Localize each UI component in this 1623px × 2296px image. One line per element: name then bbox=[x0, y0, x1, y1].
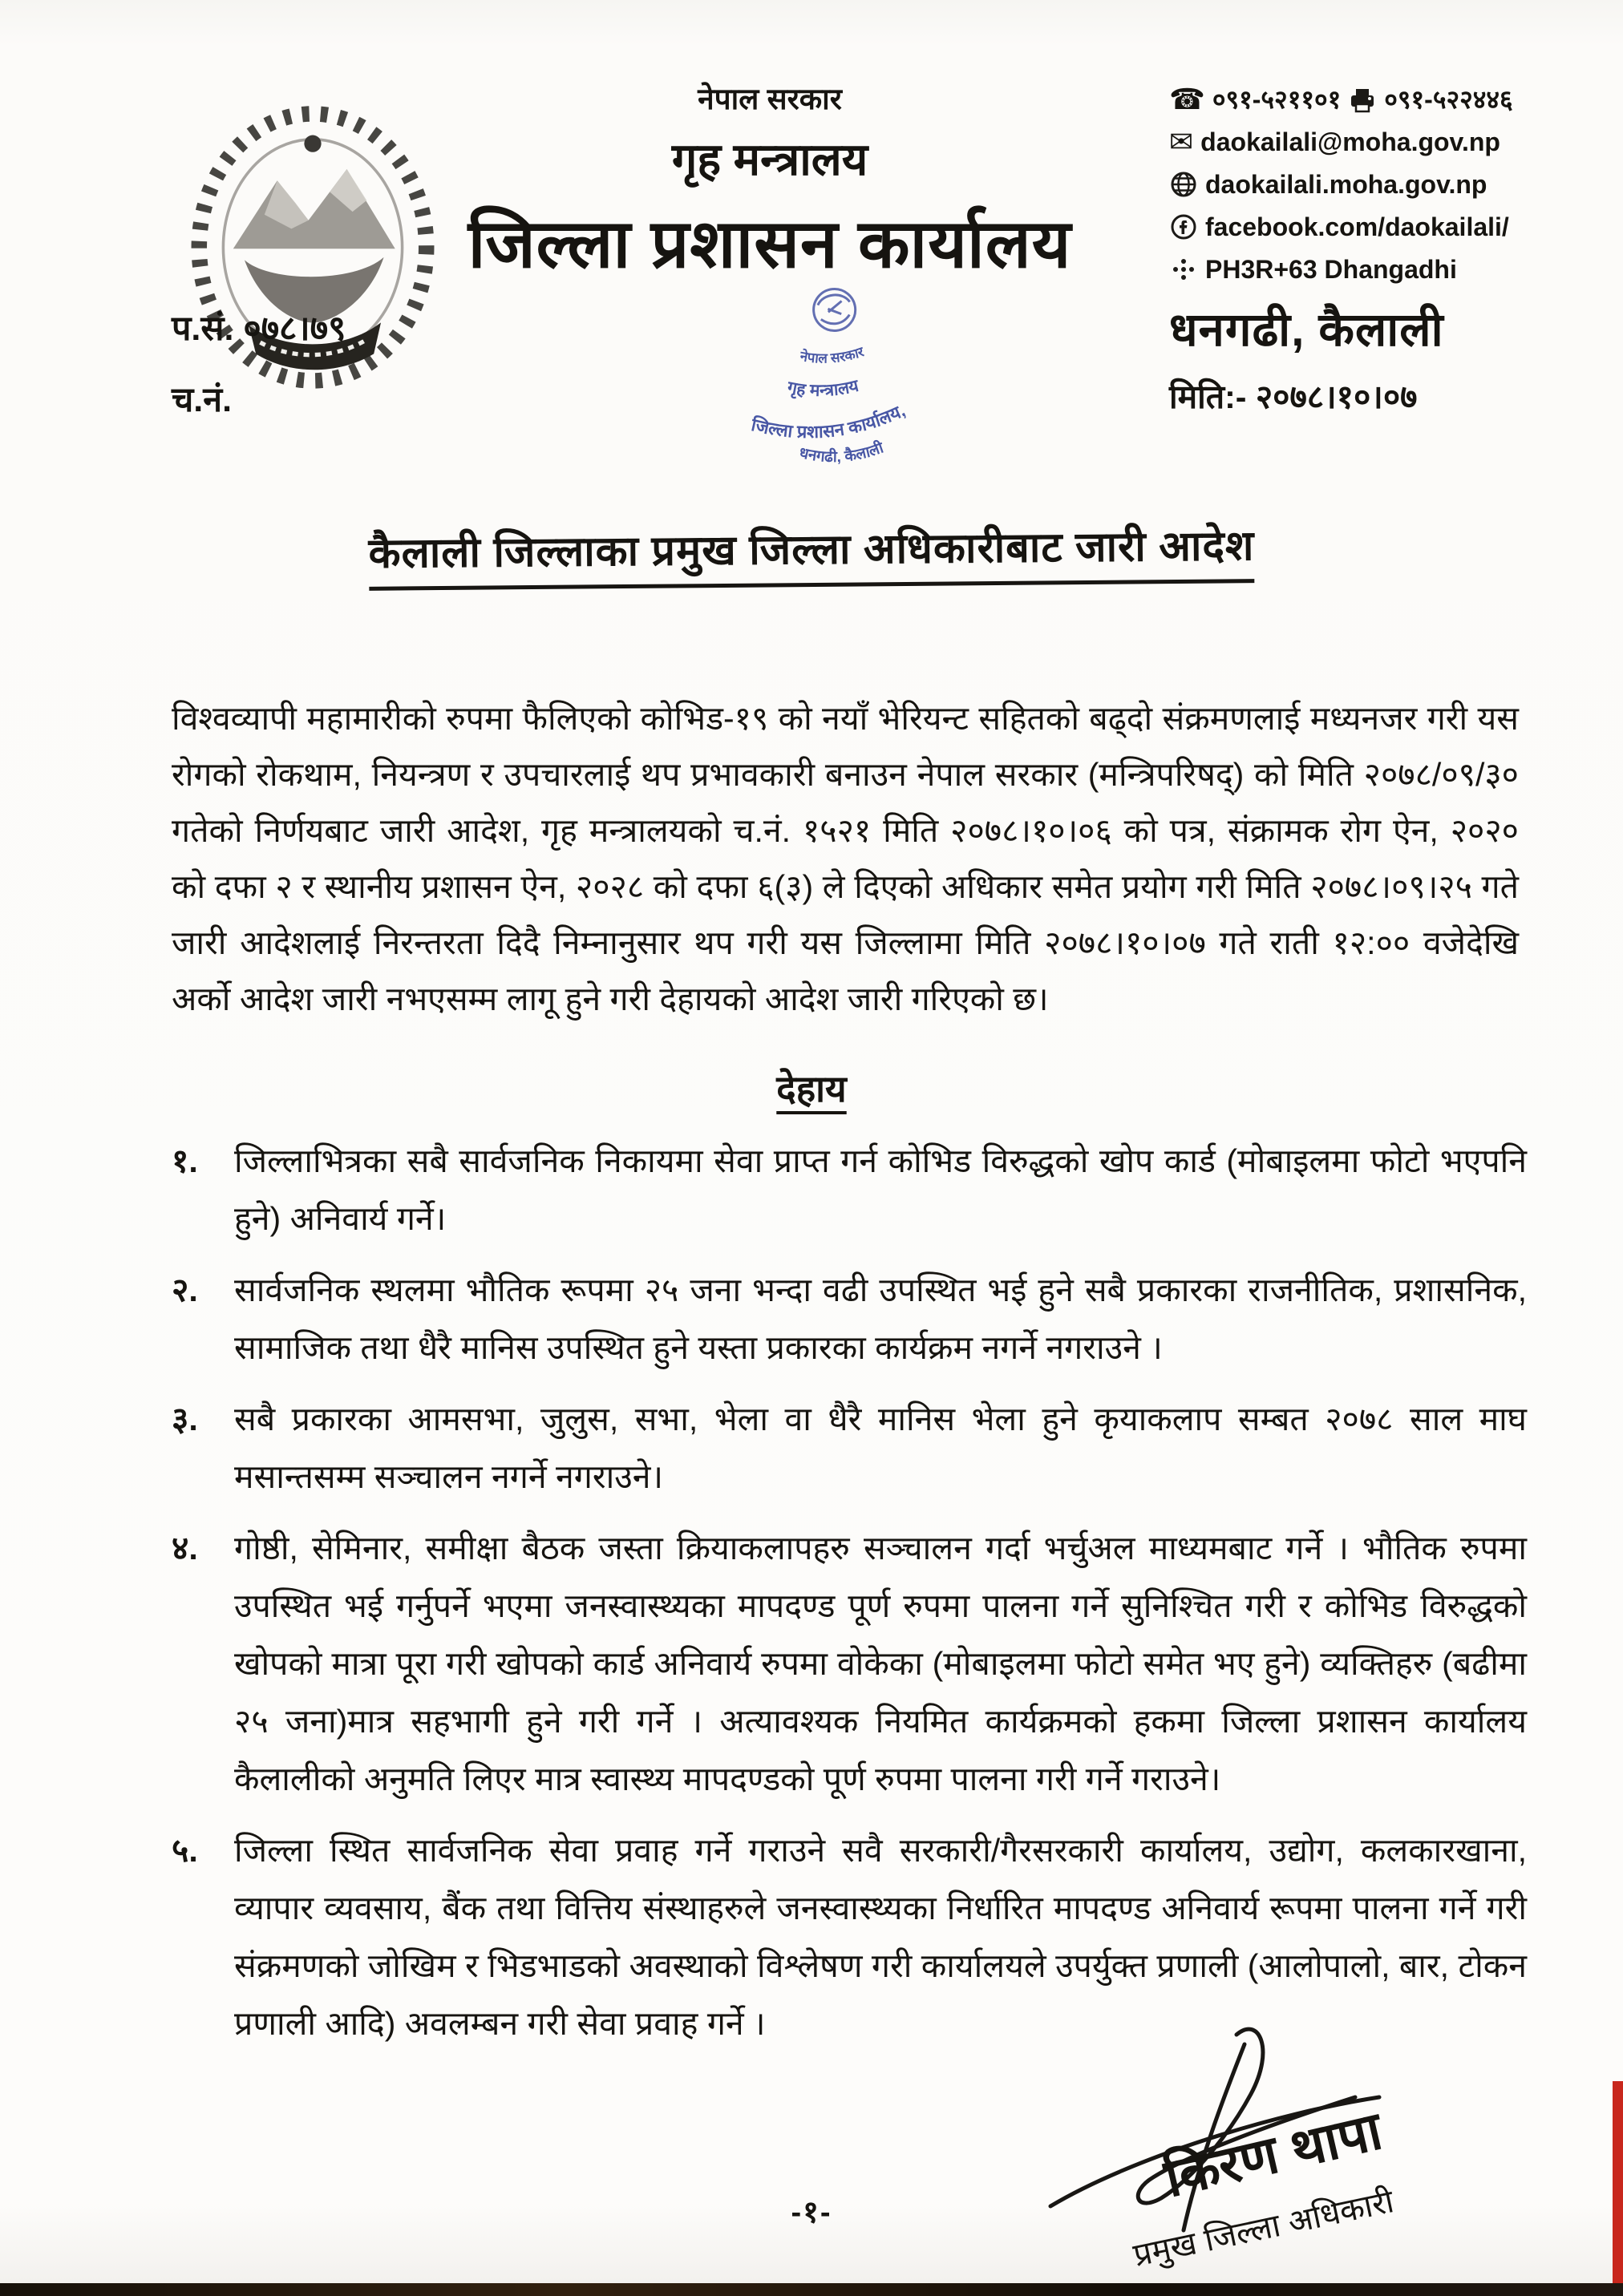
order-number: १. bbox=[172, 1142, 198, 1179]
fax-icon bbox=[1348, 85, 1377, 114]
stamp-place-text: धनगढी, कैलाली bbox=[797, 439, 886, 467]
website-line bbox=[1169, 168, 1618, 200]
order-item bbox=[172, 1261, 1527, 1376]
scan-edge-bottom-strip bbox=[0, 2283, 1623, 2296]
plus-code-line bbox=[1169, 253, 1618, 285]
order-number: ३. bbox=[172, 1401, 198, 1437]
email-line bbox=[1169, 126, 1618, 158]
ministry-name: गृह मन्त्रालय bbox=[671, 134, 868, 184]
page-number: -१- bbox=[791, 2196, 832, 2229]
dispatch-number: च.नं. bbox=[172, 381, 233, 419]
contact-block bbox=[1169, 83, 1618, 418]
office-name: जिल्ला प्रशासन कार्यालय bbox=[467, 206, 1072, 281]
plus-code: PH3R+63 Dhangadhi bbox=[1205, 255, 1457, 284]
phone-fax-line bbox=[1169, 83, 1618, 115]
office-stamp bbox=[710, 259, 973, 503]
ref-number: प.सं. ०७८।७९ bbox=[172, 309, 346, 348]
order-item bbox=[172, 1390, 1527, 1506]
plus-code-icon bbox=[1169, 255, 1198, 284]
facebook-line bbox=[1169, 211, 1618, 243]
government-name: नेपाल सरकार bbox=[698, 83, 842, 115]
page-title: कैलाली जिल्लाका प्रमुख जिल्ला अधिकारीबाट जारी आदेश bbox=[368, 515, 1254, 591]
order-text: सार्वजनिक स्थलमा भौतिक रूपमा २५ जना भन्दा वढी उपस्थित भई हुने सबै प्रकारका राजनीतिक, प्रशासनिक, सामाजिक तथा धैरै मानिस उपस्थित हुने यस्ता प्रकारका कार्यक्रम नगर्ने नगराउने । bbox=[234, 1271, 1527, 1366]
signature-block bbox=[1002, 2020, 1564, 2285]
order-text: गोष्ठी, सेमिनार, समीक्षा बैठक जस्ता क्रियाकलापहरु सञ्चालन गर्दा भर्चुअल माध्यमबाट गर्ने । भौतिक रुपमा उपस्थित भई गर्नुपर्ने भएमा जनस्वास्थ्यका मापदण्ड पूर्ण रुपमा पालना गर्ने सुनिश्चित गरी र कोभिड विरुद्धको खोपको मात्रा पूरा गरी खोपको कार्ड अनिवार्य रुपमा वोकेका (मोबाइलमा फोटो समेत भए हुने) व्यक्तिहरु (बढीमा २५ जना)मात्र सहभागी हुने गरी गर्ने । अत्यावश्यक नियमित कार्यक्रमको हकमा जिल्ला प्रशासन कार्यालय कैलालीको अनुमति लिएर मात्र स्वास्थ्य मापदण्डको पूर्ण रुपमा पालना गरी गर्ने गराउने। bbox=[234, 1530, 1527, 1797]
globe-icon bbox=[1169, 170, 1198, 199]
fax-number: ०९१-५२२४४६ bbox=[1384, 85, 1513, 114]
facebook-icon bbox=[1169, 212, 1198, 241]
svg-text:गृह मन्त्रालय bbox=[783, 370, 861, 404]
email-address: daokailali@moha.gov.np bbox=[1200, 127, 1500, 156]
intro-paragraph: विश्वव्यापी महामारीको रुपमा फैलिएको कोभिड-१९ को नयाँ भेरियन्ट सहितको बढ्दो संक्रमणलाई मध्यनजर गरी यस रोगको रोकथाम, नियन्त्रण र उपचारलाई थप प्रभावकारी बनाउन नेपाल सरकार (मन्त्रिपरिषद्) को मिति २०७८/०९/३० गतेको निर्णयबाट जारी आदेश, गृह मन्त्रालयको च.नं. १५२१ मिति २०७८।१०।०६ को पत्र, संक्रामक रोग ऐन, २०२० को दफा २ र स्थानीय प्रशासन ऐन, २०२८ को दफा ६(३) ले दिएको अधिकार समेत प्रयोग गरी मिति २०७८।०९।२५ गते जारी आदेशलाई निरन्तरता दिदै निम्नानुसार थप गरी यस जिल्लामा मिति २०७८।१०।०७ गते राती १२:०० वजेदेखि अर्को आदेश जारी नभएसम्म लागू हुने गरी देहायको आदेश जारी गरिएको छ। bbox=[172, 700, 1519, 1017]
reference-block bbox=[172, 303, 346, 446]
svg-text:नेपाल सरकार bbox=[796, 341, 867, 369]
order-number: २. bbox=[172, 1271, 198, 1308]
website-url: daokailali.moha.gov.np bbox=[1205, 170, 1487, 199]
email-icon: ✉ bbox=[1169, 125, 1194, 158]
title-row bbox=[0, 512, 1623, 594]
stamp-ministry-text: गृह मन्त्रालय bbox=[786, 376, 861, 401]
orders-list bbox=[172, 1132, 1527, 2066]
list-heading: देहाय bbox=[776, 1068, 847, 1110]
phone-icon: ☎ bbox=[1169, 83, 1205, 115]
signer-designation: प्रमुख जिल्ला अधिकारी bbox=[1130, 2184, 1397, 2274]
order-number: ४. bbox=[172, 1530, 198, 1566]
letter-date: मिति:- २०७८।१०।०७ bbox=[1169, 378, 1418, 415]
signer-name: किरण थापा bbox=[1159, 2100, 1387, 2208]
order-item bbox=[172, 1132, 1527, 1247]
office-place: धनगढी, कैलाली bbox=[1169, 304, 1444, 356]
list-heading-row bbox=[0, 1063, 1623, 1113]
order-text: जिल्ला स्थित सार्वजनिक सेवा प्रवाह गर्ने गराउने सवै सरकारी/गैरसरकारी कार्यालय, उद्योग, कलकारखाना, व्यापार व्यवसाय, बैंक तथा वित्तिय संस्थाहरुले जनस्वास्थ्यका निर्धारित मापदण्ड अनिवार्य रूपमा पालना गर्ने गरी संक्रमणको जोखिम र भिडभाडको अवस्थाको विश्लेषण गरी कार्यालयले उपर्युक्त प्रणाली (आलोपालो, बार, टोकन प्रणाली आदि) अवलम्बन गरी सेवा प्रवाह गर्ने । bbox=[234, 1832, 1527, 2042]
order-item bbox=[172, 1821, 1527, 2052]
order-text: जिल्लाभित्रका सबै सार्वजनिक निकायमा सेवा प्राप्त गर्न कोभिड विरुद्धको खोप कार्ड (मोबाइलमा फोटो भएपनि हुने) अनिवार्य गर्ने। bbox=[234, 1142, 1527, 1237]
letterhead-center bbox=[337, 77, 1203, 287]
order-number: ५. bbox=[172, 1832, 198, 1869]
facebook-url: facebook.com/daokailali/ bbox=[1205, 212, 1509, 241]
stamp-office-text: जिल्ला प्रशासन कार्यालय, bbox=[749, 400, 909, 443]
order-item bbox=[172, 1519, 1527, 1808]
scan-edge-red-strip bbox=[1613, 2081, 1623, 2285]
svg-text:जिल्ला प्रशासन कार्यालय, bbox=[747, 398, 909, 450]
stamp-government-text: नेपाल सरकार bbox=[799, 344, 866, 366]
order-text: सबै प्रकारका आमसभा, जुलुस, सभा, भेला वा धैरै मानिस भेला हुने कृयाकलाप सम्बत २०७८ साल माघ मसान्तसम्म सञ्चालन नगर्ने नगराउने। bbox=[234, 1401, 1527, 1495]
phone-number: ०९१-५२११०१ bbox=[1212, 85, 1342, 114]
